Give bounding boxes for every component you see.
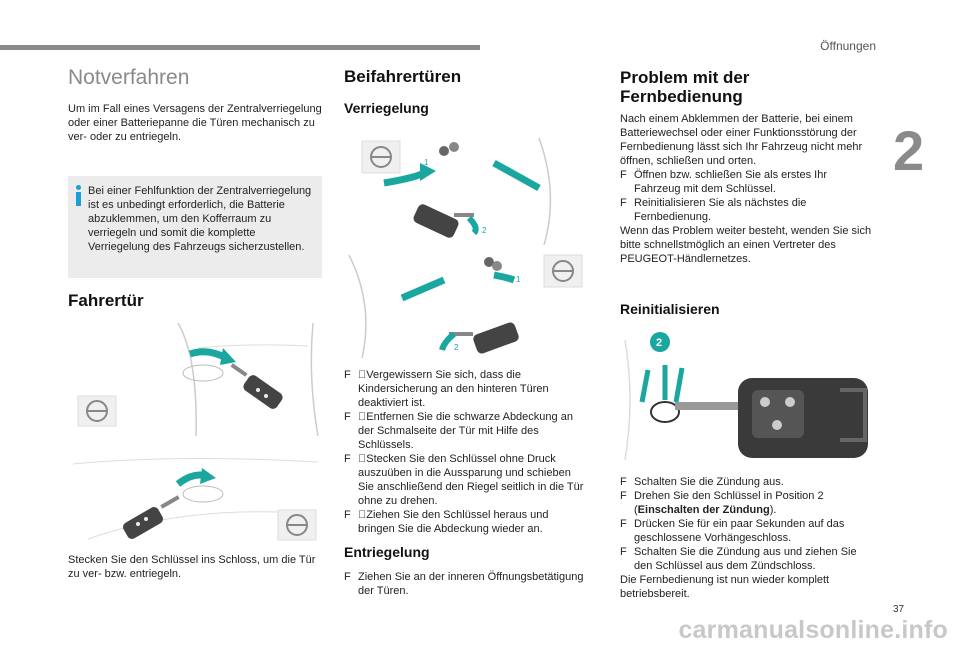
callout-1: 1	[424, 158, 429, 167]
title-reinitialisieren: Reinitialisieren	[620, 301, 720, 317]
reinit-steps	[620, 475, 875, 573]
driver-door-unlock-illustration	[68, 444, 324, 546]
callout-1b: 1	[516, 275, 521, 284]
list-item: F Vergewissern Sie sich, dass die Kindersicherung an den hinteren Türen deaktiviert ist.	[344, 369, 549, 409]
list-item: F Schalten Sie die Zündung aus und ziehen Sie den Schlüssel aus dem Zündschloss.	[620, 546, 857, 572]
callout-2b: 2	[454, 343, 459, 352]
title-verriegelung: Verriegelung	[344, 100, 429, 116]
list-item: F Reinitialisieren Sie als nächstes die Fernbedienung.	[620, 197, 807, 223]
list-item: F Drehen Sie den Schlüssel in Position 2 (Einschalten der Zündung).	[620, 490, 824, 516]
problem-intro: Nach einem Abklemmen der Batterie, bei einem Batteriewechsel oder einer Funktionsstörung der Fernbedienung lässt sich Ihr Fahrzeug nicht mehr öffnen, schließen und orten.	[620, 113, 863, 167]
list-item: F Schalten Sie die Zündung aus.	[620, 476, 784, 488]
title-fahrertuer: Fahrertür	[68, 291, 144, 310]
list-item: F Öffnen bzw. schließen Sie als erstes Ihr Fahrzeug mit dem Schlüssel.	[620, 169, 827, 195]
info-box	[68, 176, 322, 278]
column-emergency	[68, 60, 324, 144]
passenger-lock-illustration-1	[344, 133, 584, 248]
watermark: carmanualsonline.info	[678, 616, 948, 644]
ignition-key-illustration	[620, 330, 875, 465]
reinit-closing: Die Fernbedienung ist nun wieder komplett betriebsbereit.	[620, 574, 830, 600]
list-item: F Entfernen Sie die schwarze Abdeckung an der Schmalseite der Tür mit Hilfe des Schlüssels.	[344, 411, 573, 451]
info-text: Bei einer Fehlfunktion der Zentralverriegelung ist es unbedingt erforderlich, die Batterie abzuklemmen, um den Kofferraum zu verriegeln und somit die komplette Verriegelung des Fahrzeugs sicherzustellen.	[88, 185, 312, 253]
chapter-number: 2	[893, 119, 925, 182]
info-icon	[76, 185, 81, 207]
list-item: F Stecken Sie den Schlüssel ohne Druck auszuüben in die Aussparung und schieben Sie anschließend den Riegel seitlich in die Tür ohne zu drehen.	[344, 453, 584, 507]
lock-steps	[344, 368, 584, 536]
page-number: 37	[893, 604, 905, 615]
problem-text	[620, 112, 875, 266]
section-label: Öffnungen	[820, 39, 876, 53]
callout-2: 2	[482, 226, 487, 235]
passenger-lock-illustration-2	[344, 250, 584, 360]
intro-text: Um im Fall eines Versagens der Zentralverriegelung oder einer Batteriepanne die Türen mechanisch zu ver- oder zu entriegeln.	[68, 103, 322, 143]
top-rule	[0, 45, 480, 50]
driver-door-text: Stecken Sie den Schlüssel ins Schloss, um die Tür zu ver- bzw. entriegeln.	[68, 554, 316, 580]
list-item: F Ziehen Sie den Schlüssel heraus und bringen Sie die Abdeckung wieder an.	[344, 509, 549, 535]
title-beifahrertueren: Beifahrertüren	[344, 67, 462, 86]
problem-steps	[620, 168, 875, 224]
position-2-label: 2	[656, 337, 663, 349]
unlock-steps	[344, 570, 584, 598]
problem-after: Wenn das Problem weiter besteht, wenden Sie sich bitte schnellstmöglich an einen Vertreter des PEUGEOT-Händlernetzes.	[620, 225, 872, 265]
title-entriegelung: Entriegelung	[344, 544, 430, 560]
list-item: F Ziehen Sie an der inneren Öffnungsbetätigung der Türen.	[344, 571, 584, 597]
title-problem: Problem mit der Fernbedienung	[620, 68, 750, 106]
list-item: F Drücken Sie für ein paar Sekunden auf das geschlossene Vorhängeschloss.	[620, 518, 845, 544]
title-notverfahren: Notverfahren	[68, 66, 190, 89]
driver-door-lock-illustration	[68, 318, 324, 438]
